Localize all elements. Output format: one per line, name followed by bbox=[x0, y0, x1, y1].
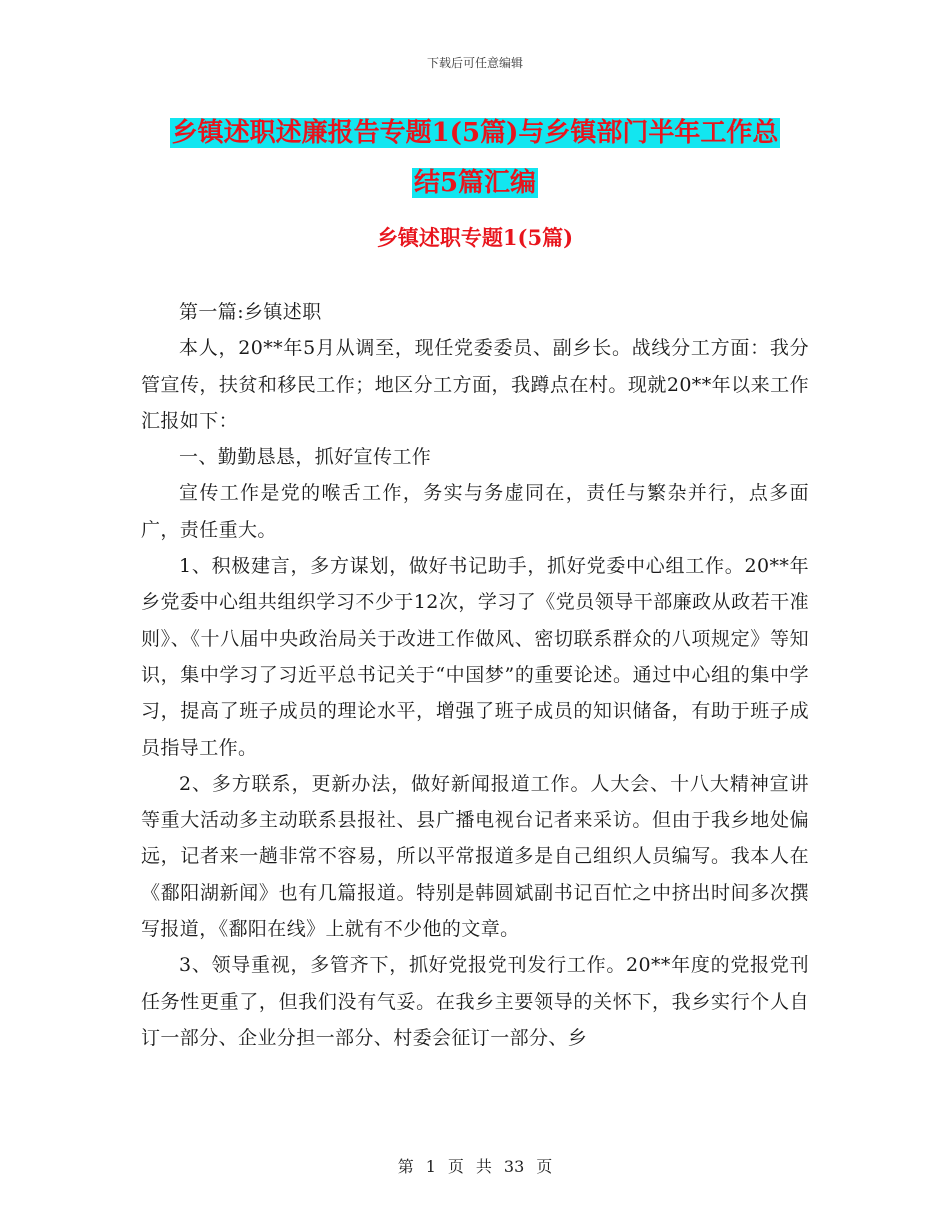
paragraph: 本人，20**年5月从调至，现任党委委员、副乡长。战线分工方面：我分管宣传，扶贫和移民工作；地区分工方面，我蹲点在村。现就20**年以来工作汇报如下： bbox=[141, 337, 809, 432]
paragraph: 2、多方联系，更新办法，做好新闻报道工作。人大会、十八大精神宣讲等重大活动多主动联系县报社、县广播电视台记者来采访。但由于我乡地处偏远，记者来一趟非常不容易，所以平常报道多是自己组织人员编写。我本人在《鄱阳湖新闻》也有几篇报道。特别是韩圆斌副书记百忙之中挤出时间多次撰写报道，《鄱阳在线》上就有不少他的文章。 bbox=[141, 772, 809, 941]
paragraph: 宣传工作是党的喉舌工作，务实与务虚同在，责任与繁杂并行，点多面广，责任重大。 bbox=[141, 482, 809, 541]
total-label: 共 bbox=[475, 1157, 492, 1176]
page-label-mid: 页 bbox=[447, 1157, 464, 1176]
total-suffix: 页 bbox=[536, 1157, 553, 1176]
title-line-2: 结5篇汇编 bbox=[413, 168, 537, 198]
section-title: 乡镇述职专题1(5篇) bbox=[376, 225, 574, 250]
title-line-1: 乡镇述职述廉报告专题1(5篇)与乡镇部门半年工作总 bbox=[171, 118, 779, 148]
paragraph: 第一篇:乡镇述职 bbox=[179, 301, 322, 323]
page-number: 1 bbox=[425, 1157, 436, 1176]
page-label-prefix: 第 bbox=[397, 1157, 414, 1176]
header-note: 下载后可任意编辑 bbox=[426, 56, 523, 70]
paragraph: 3、领导重视，多管齐下，抓好党报党刊发行工作。20**年度的党报党刊任务性更重了，但我们没有气妥。在我乡主要领导的关怀下，我乡实行个人自订一部分、企业分担一部分、村委会征订一部分、乡 bbox=[141, 954, 809, 1049]
paragraph: 1、积极建言，多方谋划，做好书记助手，抓好党委中心组工作。20**年乡党委中心组共组织学习不少于12次，学习了《党员领导干部廉政从政若干准则》、《十八届中央政治局关于改进工作做风、密切联系群众的八项规定》等知识，集中学习了习近平总书记关于“中国梦”的重要论述。通过中心组的集中学习，提高了班子成员的理论水平，增强了班子成员的知识储备，有助于班子成员指导工作。 bbox=[141, 555, 809, 759]
total-pages: 33 bbox=[503, 1157, 525, 1176]
document-title bbox=[0, 108, 950, 208]
body-text bbox=[141, 294, 809, 1056]
paragraph: 一、勤勤恳恳，抓好宣传工作 bbox=[179, 446, 432, 469]
page-footer bbox=[0, 1154, 950, 1177]
